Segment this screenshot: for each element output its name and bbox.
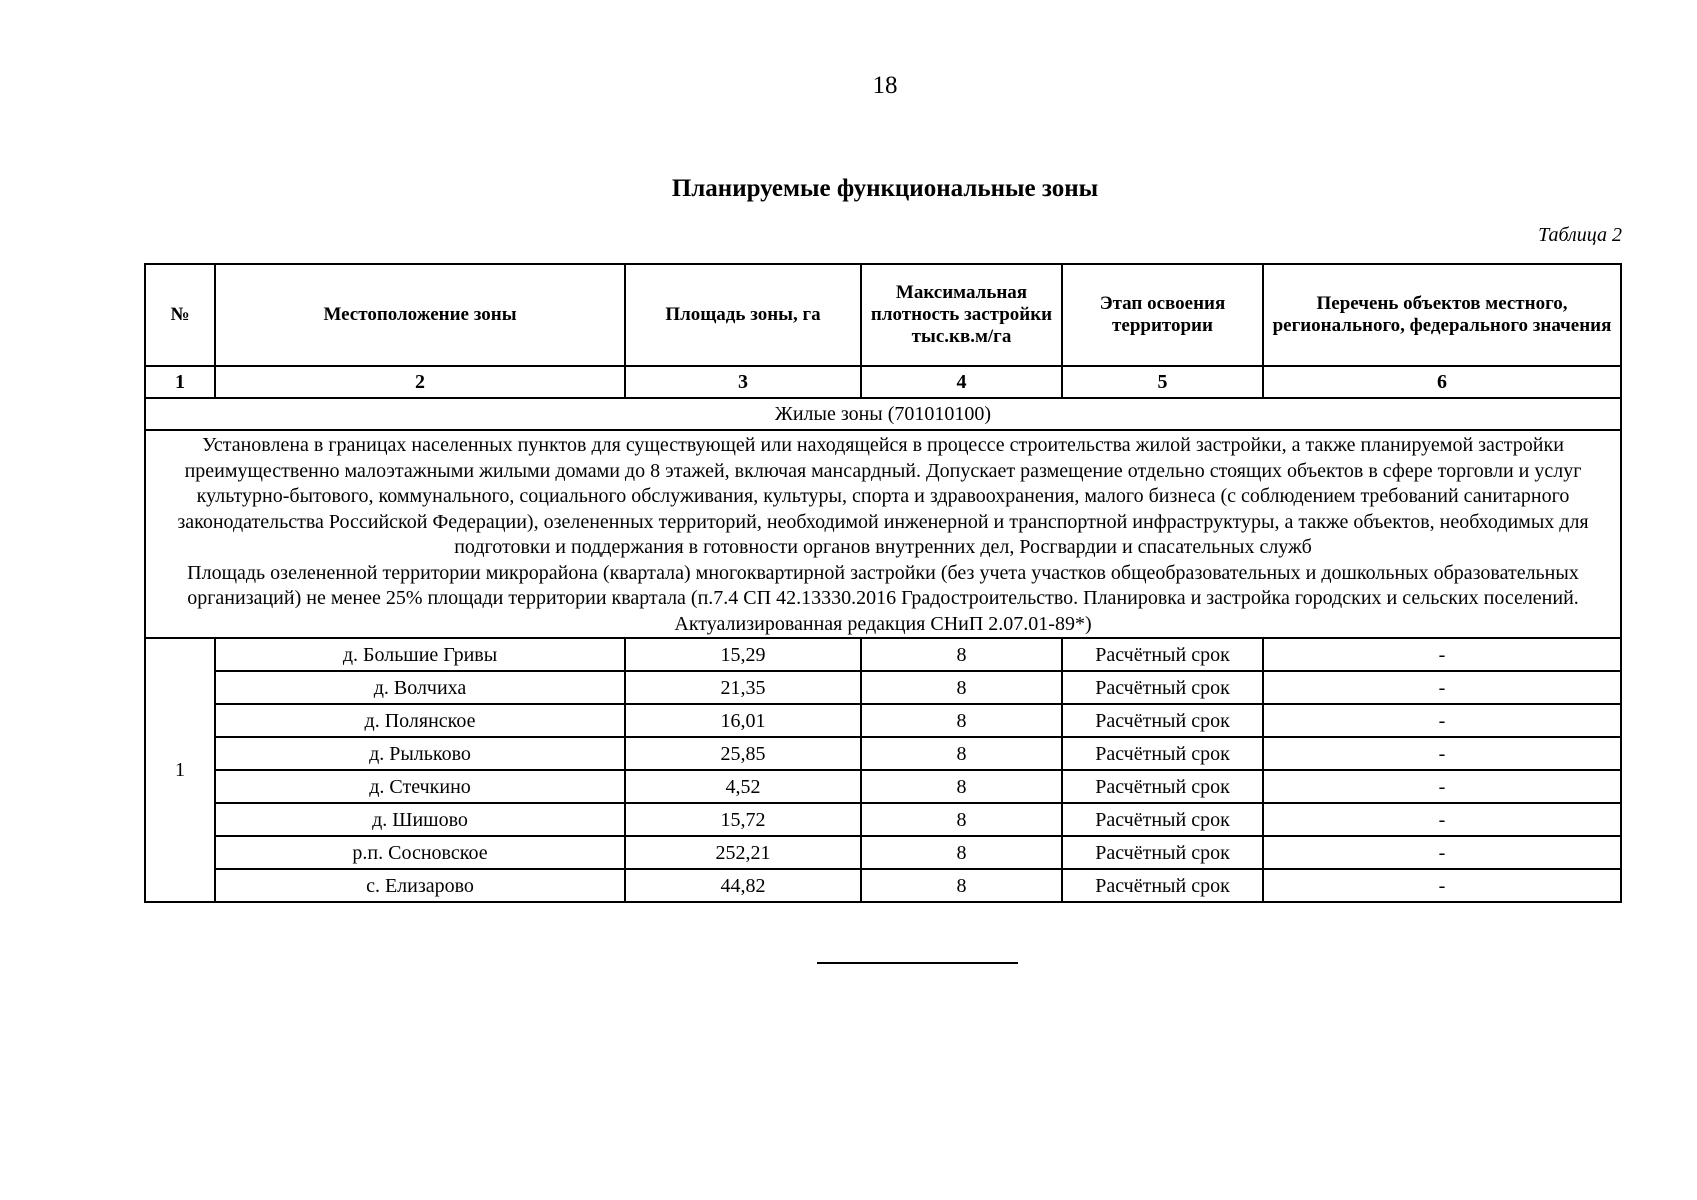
cell-area: 25,85 xyxy=(625,737,861,770)
table-row xyxy=(145,704,1621,737)
column-number: 2 xyxy=(215,366,625,398)
table-caption: Таблица 2 xyxy=(1538,224,1622,246)
cell-objects: - xyxy=(1263,638,1621,671)
table-header-row xyxy=(145,264,1621,366)
cell-density: 8 xyxy=(861,671,1062,704)
table-row xyxy=(145,803,1621,836)
cell-area: 15,72 xyxy=(625,803,861,836)
cell-stage: Расчётный срок xyxy=(1062,638,1263,671)
section-description xyxy=(145,430,1621,638)
column-number: 5 xyxy=(1062,366,1263,398)
cell-objects: - xyxy=(1263,770,1621,803)
column-number-row xyxy=(145,366,1621,398)
description-paragraph: Площадь озелененной территории микрорайона (квартала) многоквартирной застройки (без учета участков общеобразовательных и дошкольных образовательных организаций) не менее 25% площади территории квартала (п.7.4 СП 42.13330.2016 Градостроительство. Планировка и застройка городских и сельских поселений. Актуализированная редакция СНиП 2.07.01-89*) xyxy=(187,561,1579,635)
cell-location: д. Шишово xyxy=(215,803,625,836)
cell-area: 44,82 xyxy=(625,869,861,902)
cell-stage: Расчётный срок xyxy=(1062,704,1263,737)
section-title-row xyxy=(145,398,1621,430)
header-area: Площадь зоны, га xyxy=(625,264,861,366)
cell-area: 15,29 xyxy=(625,638,861,671)
cell-objects: - xyxy=(1263,737,1621,770)
cell-objects: - xyxy=(1263,671,1621,704)
cell-objects: - xyxy=(1263,836,1621,869)
column-number: 3 xyxy=(625,366,861,398)
table-row xyxy=(145,770,1621,803)
page-title: Планируемые функциональные зоны xyxy=(671,175,1099,202)
cell-density: 8 xyxy=(861,770,1062,803)
cell-area: 252,21 xyxy=(625,836,861,869)
footer-divider xyxy=(817,962,1018,964)
cell-objects: - xyxy=(1263,869,1621,902)
cell-location: д. Полянское xyxy=(215,704,625,737)
functional-zones-table xyxy=(144,263,1622,903)
column-number: 1 xyxy=(145,366,215,398)
table-row xyxy=(145,869,1621,902)
header-location: Местоположение зоны xyxy=(215,264,625,366)
cell-location: р.п. Сосновское xyxy=(215,836,625,869)
cell-area: 16,01 xyxy=(625,704,861,737)
cell-stage: Расчётный срок xyxy=(1062,770,1263,803)
cell-location: д. Стечкино xyxy=(215,770,625,803)
cell-location: д. Рыльково xyxy=(215,737,625,770)
cell-stage: Расчётный срок xyxy=(1062,671,1263,704)
cell-objects: - xyxy=(1263,803,1621,836)
cell-stage: Расчётный срок xyxy=(1062,803,1263,836)
table-row xyxy=(145,638,1621,671)
header-number: № xyxy=(145,264,215,366)
cell-density: 8 xyxy=(861,638,1062,671)
table-row xyxy=(145,836,1621,869)
cell-location: д. Волчиха xyxy=(215,671,625,704)
cell-area: 21,35 xyxy=(625,671,861,704)
cell-location: с. Елизарово xyxy=(215,869,625,902)
column-number: 4 xyxy=(861,366,1062,398)
cell-stage: Расчётный срок xyxy=(1062,836,1263,869)
cell-density: 8 xyxy=(861,737,1062,770)
description-paragraph: Установлена в границах населенных пунктов для существующей или находящейся в процессе строительства жилой застройки, а также планируемой застройки преимущественно малоэтажными жилыми домами до 8 этажей, включая мансардный. Допускает размещение отдельно стоящих объектов в сфере торговли и услуг культурно-бытового, коммунального, социального обслуживания, культуры, спорта и здравоохранения, малого бизнеса (с соблюдением требований санитарного законодательства Российской Федерации), озелененных территорий, необходимой инженерной и транспортной инфраструктуры, а также объектов, необходимых для подготовки и поддержания в готовности органов внутренних дел, Росгвардии и спасательных служб xyxy=(177,434,1589,558)
section-description-row xyxy=(145,430,1621,638)
table-row xyxy=(145,671,1621,704)
header-stage: Этап освоения территории xyxy=(1062,264,1263,366)
cell-area: 4,52 xyxy=(625,770,861,803)
cell-density: 8 xyxy=(861,803,1062,836)
table-row xyxy=(145,737,1621,770)
cell-stage: Расчётный срок xyxy=(1062,737,1263,770)
cell-density: 8 xyxy=(861,704,1062,737)
header-objects: Перечень объектов местного, регионального, федерального значения xyxy=(1263,264,1621,366)
cell-density: 8 xyxy=(861,836,1062,869)
column-number: 6 xyxy=(1263,366,1621,398)
header-density: Максимальная плотность застройки тыс.кв.м/га xyxy=(861,264,1062,366)
cell-stage: Расчётный срок xyxy=(1062,869,1263,902)
page-number: 18 xyxy=(872,72,898,99)
cell-objects: - xyxy=(1263,704,1621,737)
section-title: Жилые зоны (701010100) xyxy=(145,398,1621,430)
cell-location: д. Большие Гривы xyxy=(215,638,625,671)
group-number: 1 xyxy=(145,638,215,902)
cell-density: 8 xyxy=(861,869,1062,902)
